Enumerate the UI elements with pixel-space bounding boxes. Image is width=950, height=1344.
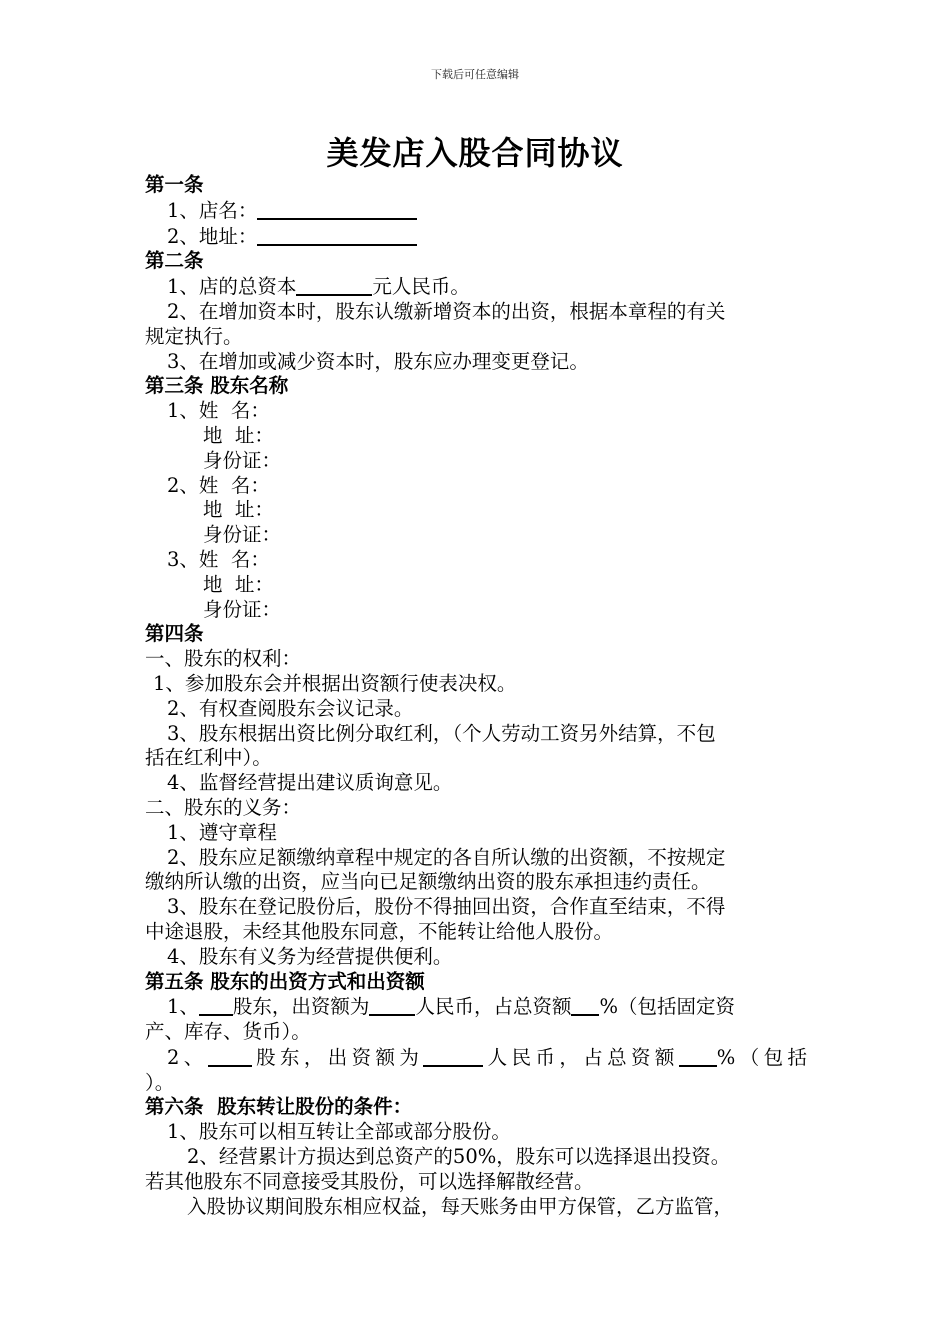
transfer-clause-2-cont: 若其他股东不同意接受其股份，可以选择解散经营。	[145, 1169, 594, 1193]
percent-note: %（包括	[716, 1045, 807, 1069]
article-4-heading: 第四条	[145, 622, 204, 646]
percent-blank	[571, 994, 599, 1016]
shareholder-2-address: 地 址：	[203, 498, 274, 522]
total-capital-label: 1、店的总资本	[167, 275, 297, 299]
right-3-cont: 括在红利中）。	[145, 746, 272, 770]
right-1: 1、参加股东会并根据出资额行使表决权。	[153, 671, 517, 695]
contribution-number: 1、	[167, 995, 199, 1019]
document-title: 美发店入股合同协议	[326, 134, 624, 172]
percent-note: %（包括固定资	[599, 995, 735, 1019]
shop-address-blank	[257, 224, 417, 246]
shareholder-1-id: 身份证：	[203, 448, 282, 472]
shop-name-blank	[257, 198, 417, 220]
transfer-clause-1: 1、股东可以相互转让全部或部分股份。	[167, 1120, 511, 1144]
shop-name-label: 1、店名：	[167, 198, 258, 222]
shareholder-1-name	[145, 399, 807, 424]
document-body	[145, 173, 807, 1219]
contribution-2	[145, 1045, 807, 1071]
rights-heading: 一、股东的权利：	[145, 647, 302, 671]
shareholder-3-name	[145, 548, 807, 573]
art2-clause-2: 2、在增加资本时，股东认缴新增资本的出资，根据本章程的有关	[167, 299, 726, 323]
name-label: 、姓 名：	[179, 399, 270, 423]
shareholder-2-name	[145, 474, 807, 499]
total-capital-line	[145, 274, 807, 300]
art2-clause-3: 3、在增加或减少资本时，股东应办理变更登记。	[167, 349, 589, 373]
shop-address-line	[145, 224, 807, 250]
right-4: 4、监督经营提出建议质询意见。	[167, 771, 453, 795]
right-3: 3、股东根据出资比例分取红利，（个人劳动工资另外结算，不包	[167, 721, 716, 745]
article-5-heading: 第五条 股东的出资方式和出资额	[145, 969, 425, 993]
amount-blank	[369, 994, 415, 1016]
contribution-1-cont: 产、库存、货币）。	[145, 1020, 311, 1044]
shop-name-line	[145, 198, 807, 224]
shareholder-2-id: 身份证：	[203, 523, 282, 547]
transfer-clause-2: 2、经营累计方损达到总资产的50%，股东可以选择退出投资。	[187, 1145, 731, 1169]
duties-heading: 二、股东的义务：	[145, 795, 302, 819]
percent-blank	[679, 1045, 717, 1067]
shareholder-blank	[199, 994, 233, 1016]
shareholder-number: 1	[167, 399, 180, 423]
article-6-heading: 第六条 股东转让股份的条件：	[145, 1095, 413, 1119]
duty-3: 3、股东在登记股份后，股份不得抽回出资，合作直至结束，不得	[167, 895, 726, 919]
article-2-heading: 第二条	[145, 249, 204, 273]
transfer-clause-3: 入股协议期间股东相应权益，每天账务由甲方保管，乙方监管，	[187, 1194, 734, 1218]
share-label: 人民币，占总资额	[483, 1045, 679, 1069]
amount-label: 股东，出资额为	[232, 995, 370, 1019]
total-capital-unit: 元人民币。	[372, 275, 470, 299]
shareholder-blank	[208, 1045, 252, 1067]
page-header-note: 下载后可任意编辑	[431, 68, 519, 81]
shareholder-number: 3	[167, 547, 180, 571]
duty-1: 1、遵守章程	[167, 820, 277, 844]
total-capital-blank	[296, 274, 372, 296]
shareholder-1-address: 地 址：	[203, 423, 274, 447]
name-label: 、姓 名：	[179, 547, 270, 571]
article-3-heading: 第三条 股东名称	[145, 374, 289, 398]
contribution-1	[145, 994, 807, 1020]
amount-label: 股东，出资额为	[251, 1045, 424, 1069]
name-label: 、姓 名：	[179, 473, 270, 497]
article-1-heading: 第一条	[145, 173, 204, 196]
right-2: 2、有权查阅股东会议记录。	[167, 696, 414, 720]
shareholder-3-address: 地 址：	[203, 572, 274, 596]
duty-2-cont: 缴纳所认缴的出资，应当向已足额缴纳出资的股东承担违约责任。	[145, 870, 711, 894]
shareholder-number: 2	[167, 473, 180, 497]
art2-clause-2-cont: 规定执行。	[145, 324, 243, 348]
shareholder-3-id: 身份证：	[203, 597, 282, 621]
duty-3-cont: 中途退股，未经其他股东同意，不能转让给他人股份。	[145, 919, 614, 943]
contribution-2-cont: ）。	[145, 1070, 175, 1094]
shop-address-label: 2、地址：	[167, 224, 258, 248]
share-label: 人民币，占总资额	[415, 995, 572, 1019]
duty-2: 2、股东应足额缴纳章程中规定的各自所认缴的出资额，不按规定	[167, 845, 726, 869]
duty-4: 4、股东有义务为经营提供便利。	[167, 944, 453, 968]
contribution-number: 2、	[167, 1045, 208, 1069]
amount-blank	[423, 1045, 483, 1067]
